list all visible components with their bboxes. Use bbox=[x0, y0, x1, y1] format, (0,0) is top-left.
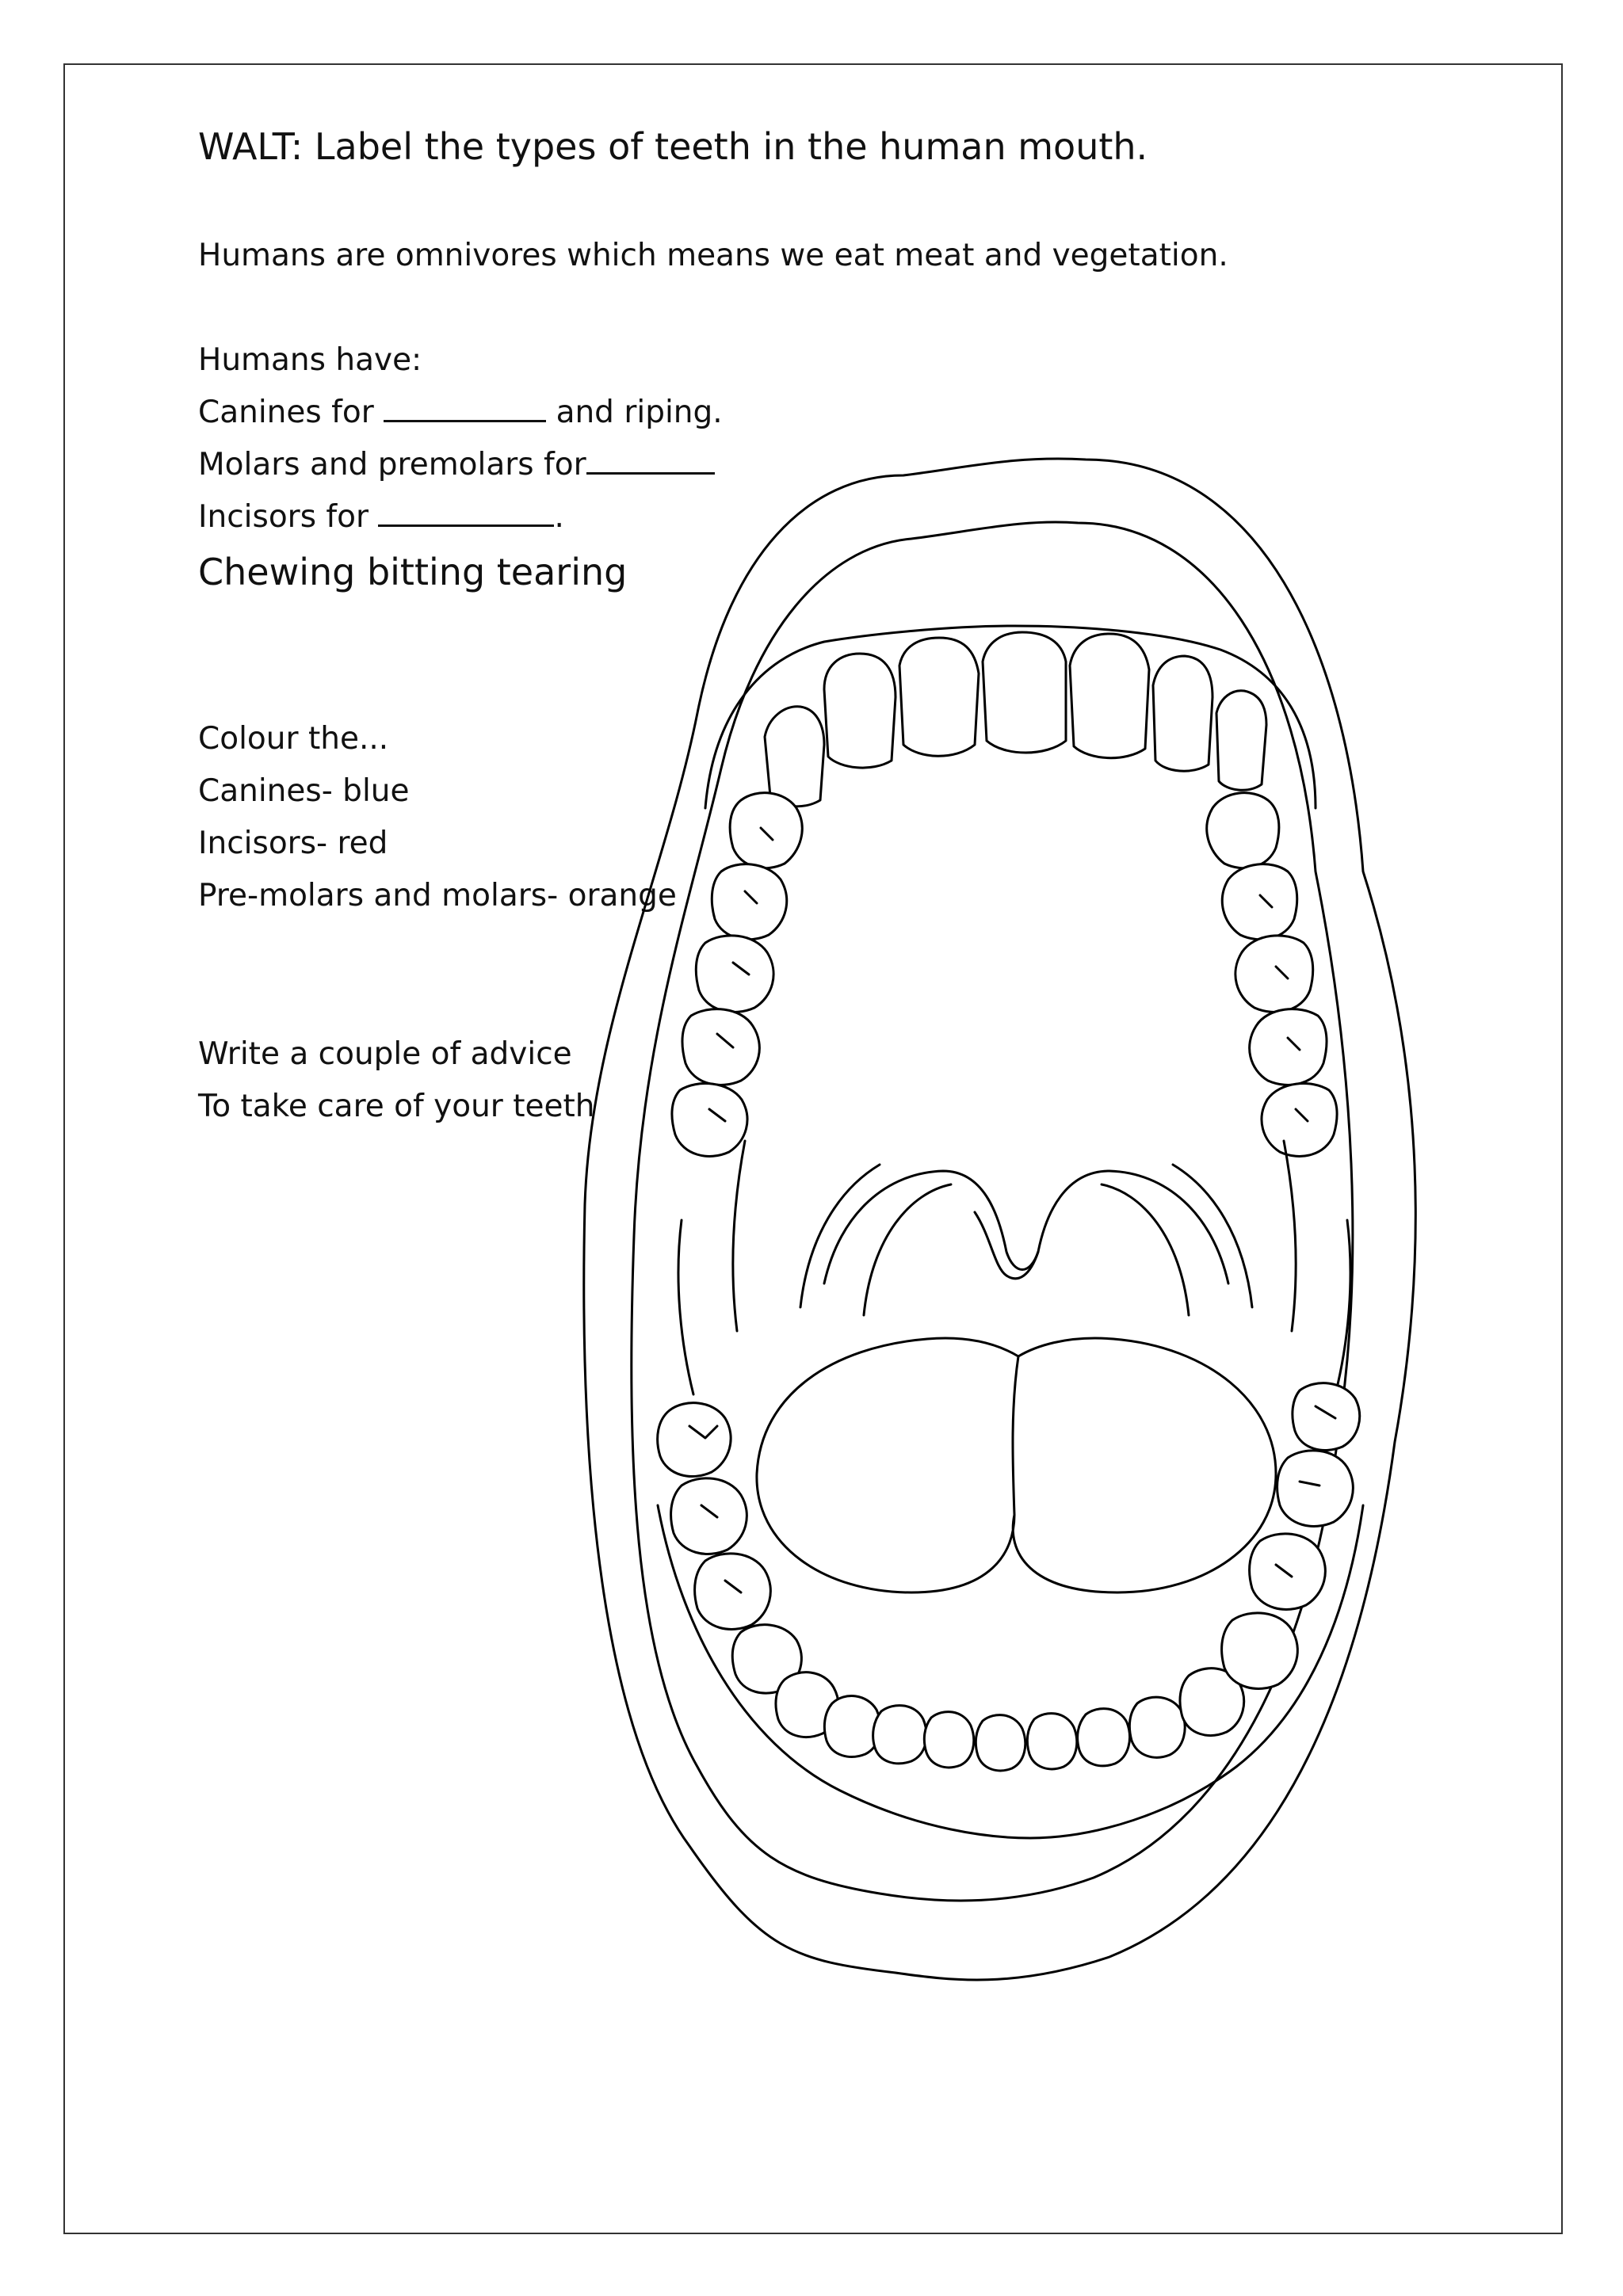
molars-line-start: Molars and premolars for bbox=[198, 447, 586, 482]
tongue-midline bbox=[1013, 1356, 1018, 1515]
canines-line-end: and riping. bbox=[556, 395, 723, 430]
throat-right-arch bbox=[1102, 1184, 1189, 1315]
colour-item-incisors: Incisors- red bbox=[198, 826, 388, 861]
word-bank: Chewing bitting tearing bbox=[198, 551, 628, 593]
worksheet-title: WALT: Label the types of teeth in the human mouth. bbox=[198, 125, 1148, 168]
incisors-line-start: Incisors for bbox=[198, 499, 369, 535]
colour-item-canines: Canines- blue bbox=[198, 773, 410, 809]
canines-line-start: Canines for bbox=[198, 395, 374, 430]
humans-have-heading: Humans have: bbox=[198, 342, 422, 378]
intro-text: Humans are omnivores which means we eat meat and vegetation. bbox=[198, 238, 1228, 273]
upper-teeth-front bbox=[765, 632, 1266, 807]
throat-left-arch bbox=[864, 1184, 951, 1315]
colour-heading: Colour the... bbox=[198, 721, 389, 757]
colour-item-molars: Pre-molars and molars- orange bbox=[198, 878, 677, 913]
upper-teeth-right bbox=[1207, 793, 1337, 1157]
soft-palate-outline bbox=[824, 1171, 1228, 1283]
advice-line-2: To take care of your teeth bbox=[198, 1089, 595, 1124]
advice-line-1: Write a couple of advice bbox=[198, 1036, 572, 1072]
incisors-line-end: . bbox=[554, 499, 564, 535]
upper-teeth-left bbox=[672, 793, 802, 1157]
